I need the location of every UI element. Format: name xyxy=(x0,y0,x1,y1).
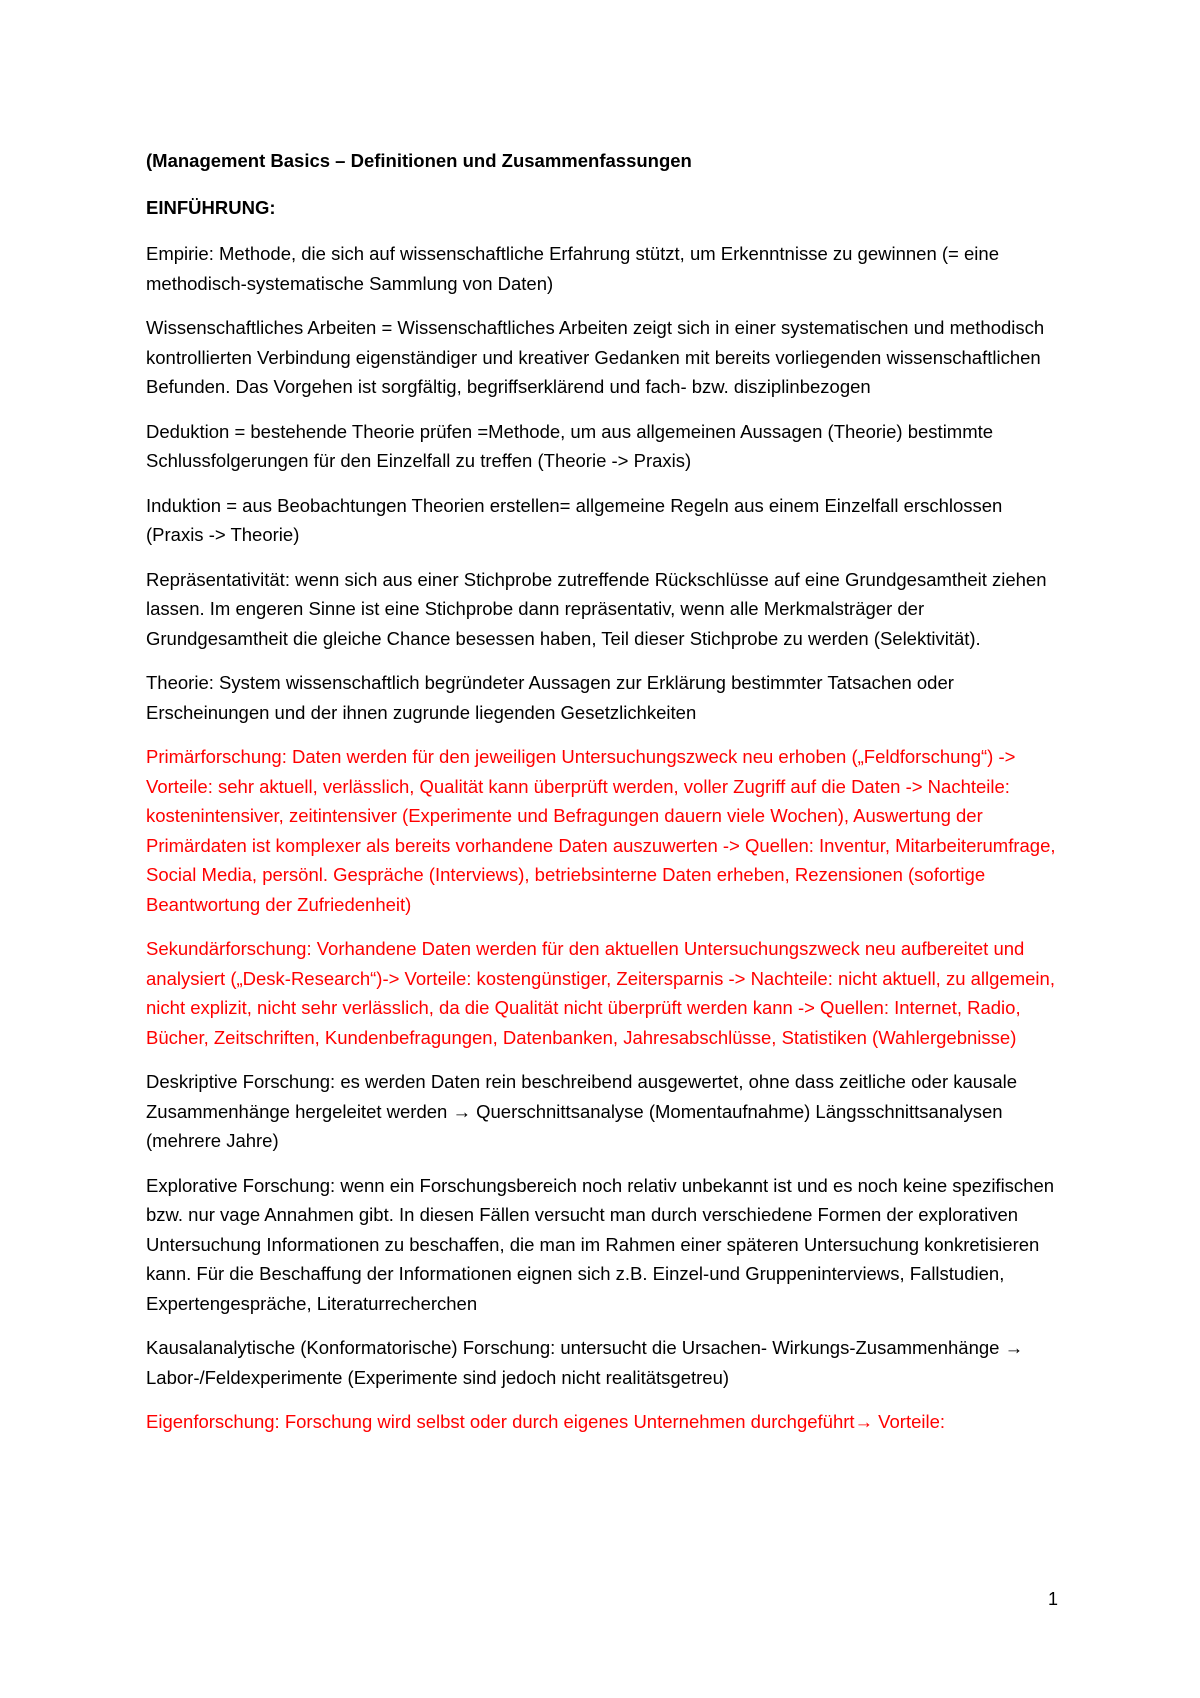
document-title: (Management Basics – Definitionen und Zusammenfassungen xyxy=(146,150,692,171)
paragraph-induktion: Induktion = aus Beobachtungen Theorien erstellen= allgemeine Regeln aus einem Einzelfall erschlossen (Praxis -> Theorie) xyxy=(146,494,1003,545)
paragraph-empirie: Empirie: Methode, die sich auf wissenschaftliche Erfahrung stützt, um Erkenntnisse zu gewinnen (= eine methodisch-systematische Sammlung von Daten) xyxy=(146,243,999,294)
paragraph-theorie: Theorie: System wissenschaftlich begründeter Aussagen zur Erklärung bestimmter Tatsachen oder Erscheinungen und der ihnen zugrunde liegenden Gesetzlichkeiten xyxy=(146,672,954,723)
paragraph-sekundaerforschung: Sekundärforschung: Vorhandene Daten werden für den aktuellen Untersuchungszweck neu aufbereitet und analysiert („Desk-Research“)-> Vorteile: kostengünstiger, Zeitersparnis -> Nachteile: nicht aktuell, zu allgemein, nicht explizit, nicht sehr verlässlich, da die Qualität nicht überprüft werden kann -> Quellen: Internet, Radio, Bücher, Zeitschriften, Kundenbefragungen, Datenbanken, Jahresabschlüsse, Statistiken (Wahlergebnisse) xyxy=(146,938,1055,1048)
paragraph-explorative-forschung: Explorative Forschung: wenn ein Forschungsbereich noch relativ unbekannt ist und es noch keine spezifischen bzw. nur vage Annahmen gibt. In diesen Fällen versucht man durch verschiedene Formen der explorativen Untersuchung Informationen zu beschaffen, die man im Rahmen einer späteren Untersuchung konkretisieren kann. Für die Beschaffung der Informationen eignen sich z.B. Einzel-und Gruppeninterviews, Fallstudien, Expertengespräche, Literaturrecherchen xyxy=(146,1174,1055,1314)
paragraph-wissenschaftliches-arbeiten: Wissenschaftliches Arbeiten = Wissenschaftliches Arbeiten zeigt sich in einer systematischen und methodisch kontrollierten Verbindung eigenständiger und kreativer Gedanken mit bereits vorliegenden wissenschaftlichen Befunden. Das Vorgehen ist sorgfältig, begriffserklärend und fach- bzw. disziplinbezogen xyxy=(146,317,1045,397)
section-heading: EINFÜHRUNG: xyxy=(146,196,276,218)
paragraph-eigenforschung: Eigenforschung: Forschung wird selbst oder durch eigenes Unternehmen durchgeführt→ Vorteile: xyxy=(146,1411,946,1432)
paragraph-repraesentativitaet: Repräsentativität: wenn sich aus einer Stichprobe zutreffende Rückschlüsse auf eine Grundgesamtheit ziehen lassen. Im engeren Sinne ist eine Stichprobe dann repräsentativ, wenn alle Merkmalsträger der Grundgesamtheit die gleiche Chance besessen haben, Teil dieser Stichprobe zu werden (Selektivität). xyxy=(146,568,1047,649)
paragraph-deduktion: Deduktion = bestehende Theorie prüfen =Methode, um aus allgemeinen Aussagen (Theorie) bestimmte Schlussfolgerungen für den Einzelfall zu treffen (Theorie -> Praxis) xyxy=(146,420,994,471)
document-page xyxy=(146,146,1061,1452)
paragraph-deskriptive-forschung: Deskriptive Forschung: es werden Daten rein beschreibend ausgewertet, ohne dass zeitliche oder kausale Zusammenhänge hergeleitet werden → Querschnittsanalyse (Momentaufnahme) Längsschnittsanalysen (mehrere Jahre) xyxy=(146,1071,1018,1151)
page-number: 1 xyxy=(1048,1589,1059,1609)
paragraph-primaerforschung: Primärforschung: Daten werden für den jeweiligen Untersuchungszweck neu erhoben („Feldforschung“) -> Vorteile: sehr aktuell, verlässlich, Qualität kann überprüft werden, voller Zugriff auf die Daten -> Nachteile: kostenintensiver, zeitintensiver (Experimente und Befragungen dauern viele Wochen), Auswertung der Primärdaten ist komplexer als bereits vorhandene Daten auszuwerten -> Quellen: Inventur, Mitarbeiterumfrage, Social Media, persönl. Gespräche (Interviews), betriebsinterne Daten erheben, Rezensionen (sofortige Beantwortung der Zufriedenheit) xyxy=(146,746,1056,915)
paragraph-kausalanalytische-forschung: Kausalanalytische (Konformatorische) Forschung: untersucht die Ursachen- Wirkungs-Zusammenhänge → Labor-/Feldexperimente (Experimente sind jedoch nicht realitätsgetreu) xyxy=(146,1337,1024,1388)
